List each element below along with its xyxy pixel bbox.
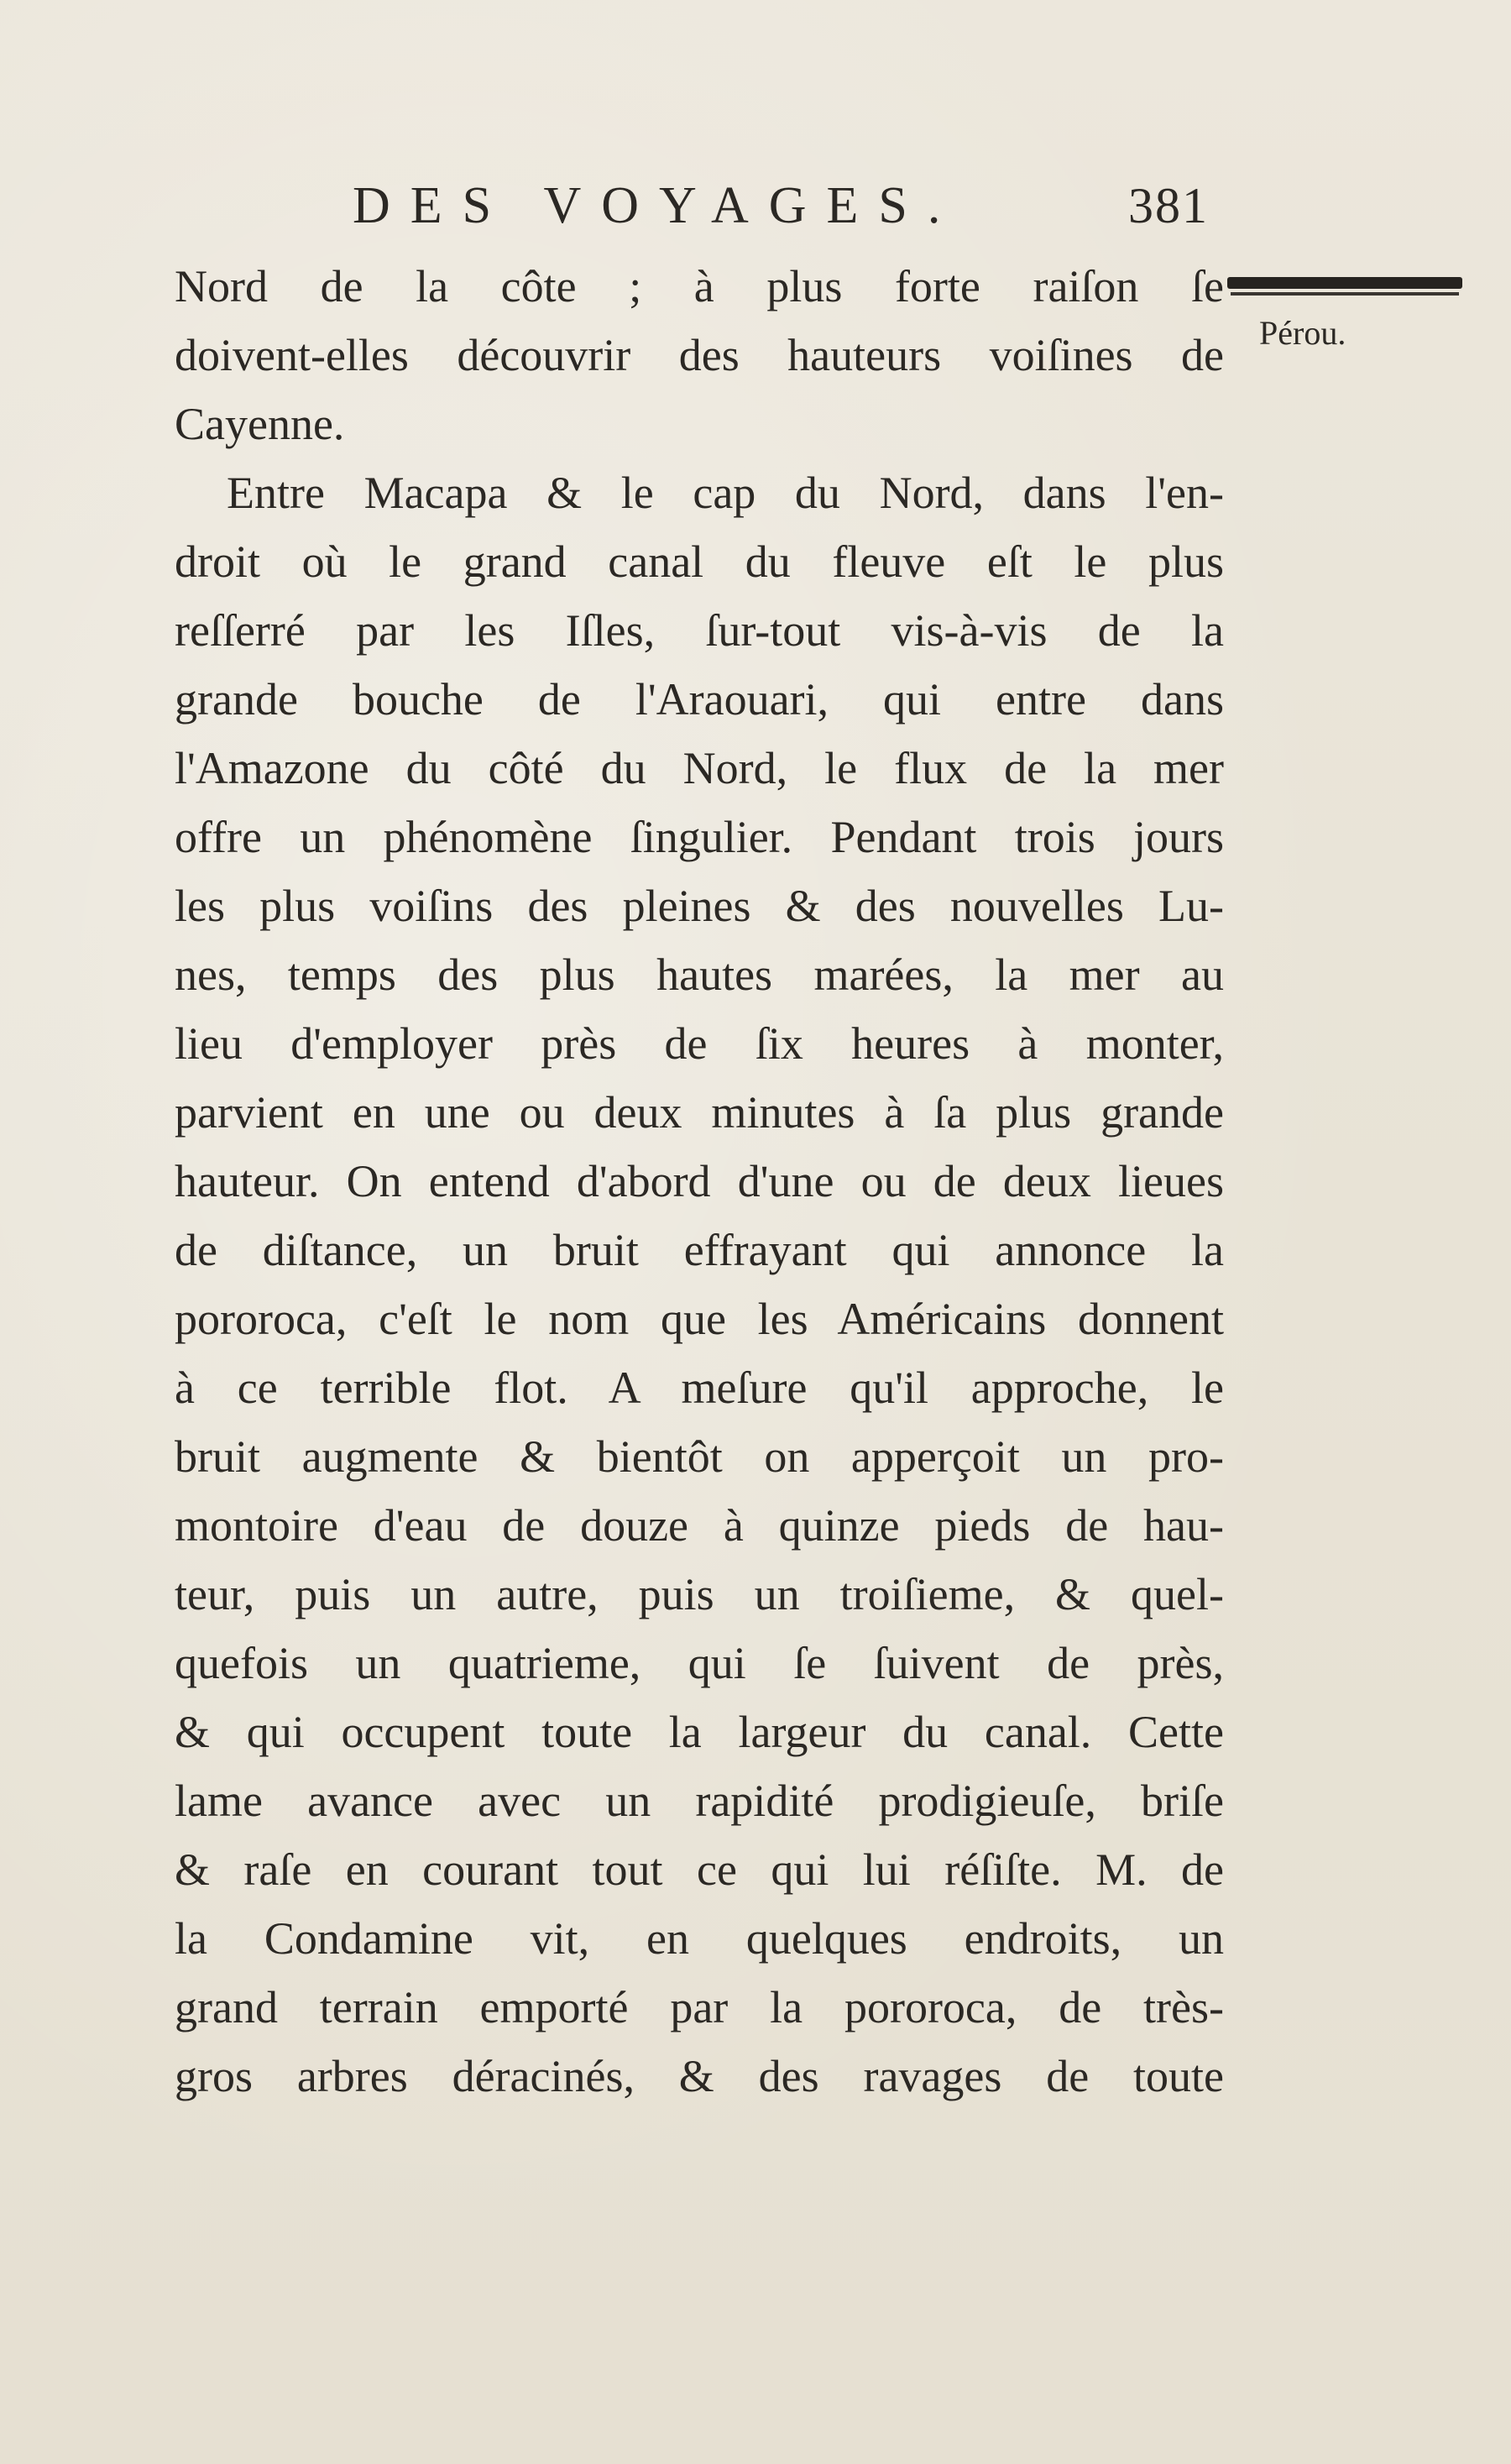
text-line: quefois un quatrieme, qui ſe ſuivent de près,	[175, 1638, 1224, 1688]
text-line: & raſe en courant tout ce qui lui réſiſte. M. de	[175, 1844, 1224, 1895]
text-line: Entre Macapa & le cap du Nord, dans l'en-	[227, 468, 1224, 518]
text-line: offre un phénomène ſingulier. Pendant trois jours	[175, 812, 1224, 862]
text-line: grande bouche de l'Araouari, qui entre dans	[175, 674, 1224, 725]
text-line: montoire d'eau de douze à quinze pieds de hau-	[175, 1500, 1224, 1551]
text-line: de diſtance, un bruit effrayant qui annonce la	[175, 1225, 1224, 1275]
text-line: l'Amazone du côté du Nord, le flux de la mer	[175, 743, 1224, 793]
text-line: à ce terrible flot. A meſure qu'il approche, le	[175, 1363, 1224, 1413]
text-line: lame avance avec un rapidité prodigieuſe, briſe	[175, 1776, 1224, 1826]
text-line: doivent-elles découvrir des hauteurs voiſines de	[175, 330, 1224, 380]
margin-rule	[1227, 277, 1462, 289]
text-line: & qui occupent toute la largeur du canal. Cette	[175, 1707, 1224, 1757]
text-line: lieu d'employer près de ſix heures à monter,	[175, 1018, 1224, 1069]
text-line: bruit augmente & bientôt on apperçoit un pro-	[175, 1431, 1224, 1482]
page-number: 381	[1128, 178, 1209, 233]
text-line: les plus voiſins des pleines & des nouvelles Lu-	[175, 881, 1224, 931]
text-line: reſſerré par les Iſles, ſur-tout vis-à-vis de la	[175, 605, 1224, 656]
text-line: parvient en une ou deux minutes à ſa plus grande	[175, 1087, 1224, 1138]
text-line: nes, temps des plus hautes marées, la mer au	[175, 950, 1224, 1000]
page-header	[353, 168, 1209, 243]
running-head: DES VOYAGES.	[353, 177, 961, 234]
text-line: grand terrain emporté par la pororoca, de très-	[175, 1982, 1224, 2032]
text-line: hauteur. On entend d'abord d'une ou de deux lieues	[175, 1156, 1224, 1206]
text-line: Cayenne.	[175, 399, 345, 449]
margin-note: Pérou.	[1259, 314, 1346, 352]
text-line: Nord de la côte ; à plus forte raiſon ſe	[175, 261, 1224, 311]
text-line: droit où le grand canal du fleuve eſt le plus	[175, 536, 1224, 587]
text-line: pororoca, c'eſt le nom que les Américains donnent	[175, 1294, 1224, 1344]
text-line: la Condamine vit, en quelques endroits, un	[175, 1913, 1224, 1964]
body-text	[175, 252, 1224, 2111]
text-line: teur, puis un autre, puis un troiſieme, & quel-	[175, 1569, 1224, 1619]
text-line: gros arbres déracinés, & des ravages de toute	[175, 2051, 1224, 2101]
